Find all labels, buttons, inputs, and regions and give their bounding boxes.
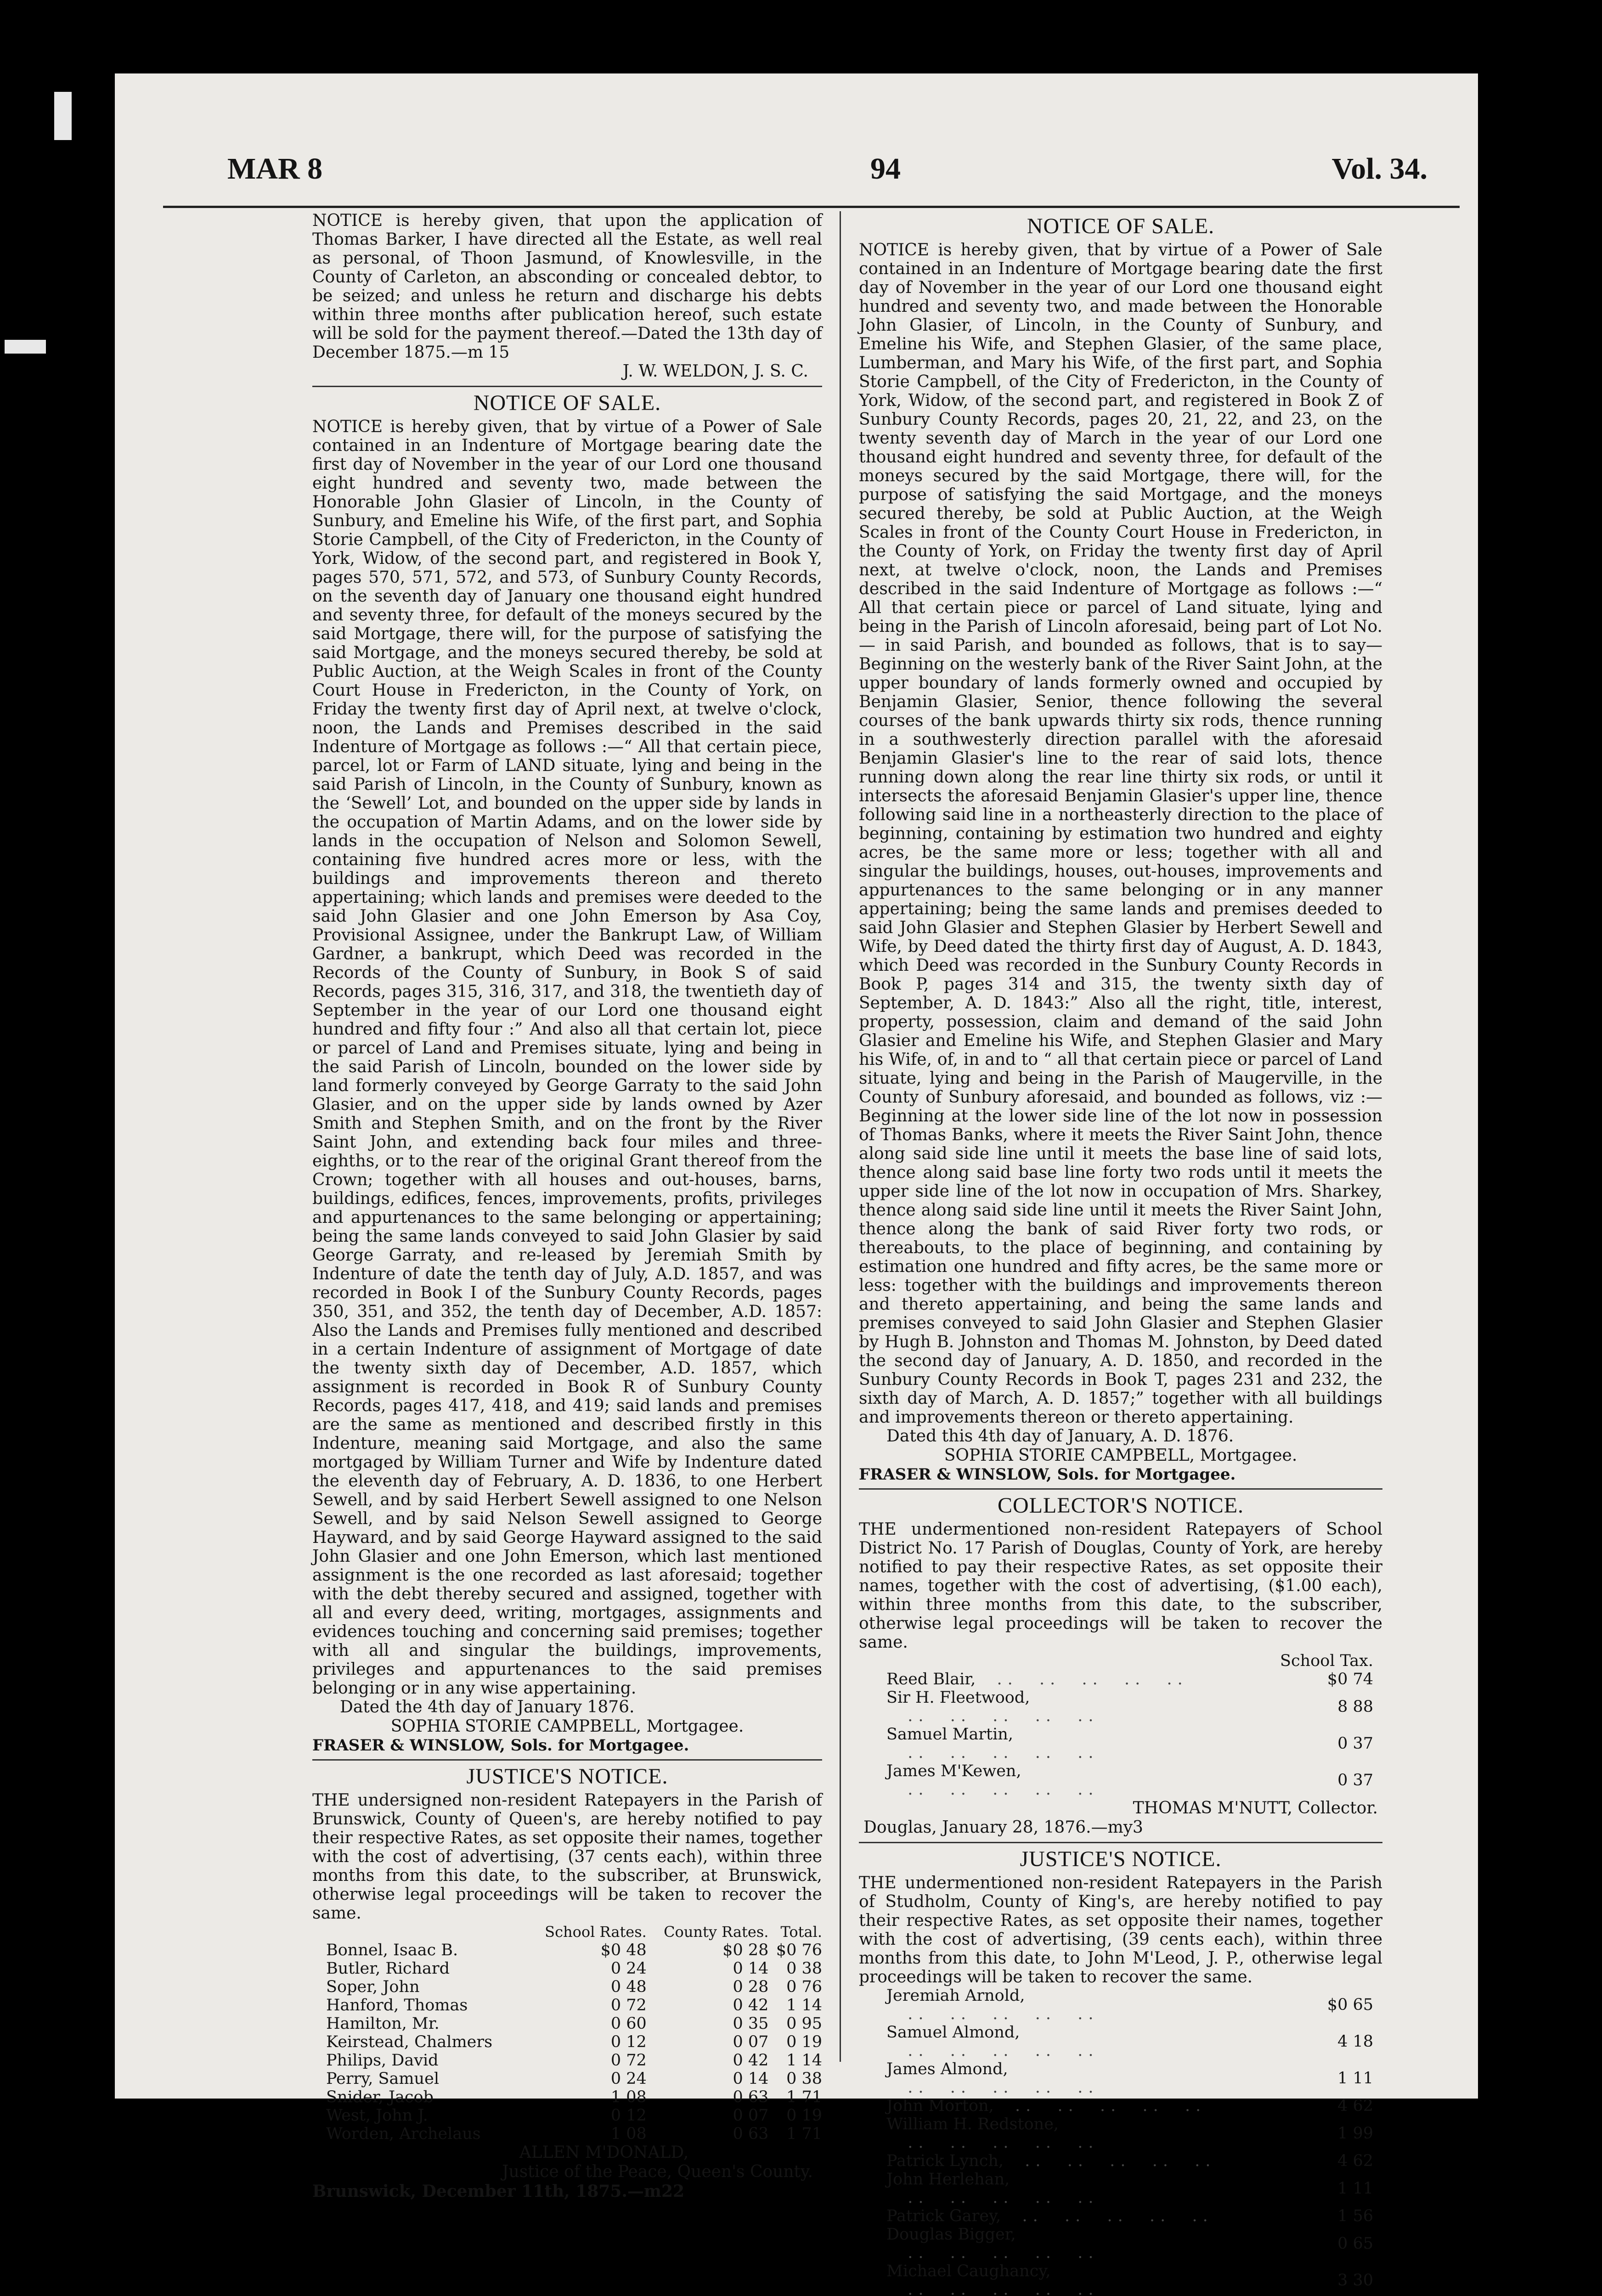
table-row xyxy=(886,2023,1373,2060)
douglas-footer: Douglas, January 28, 1876.—my3 xyxy=(863,1818,1143,1837)
school-rate: 0 24 xyxy=(610,1959,647,1978)
ratepayer-name: Sir H. Fleetwood, xyxy=(886,1688,1030,1707)
school-rate: 0 72 xyxy=(610,2051,647,2070)
leader-dots: .. .. .. .. .. xyxy=(886,1744,1099,1762)
school-rate: 1 08 xyxy=(610,2088,647,2106)
ratepayer-name: James Almond, xyxy=(886,2060,1008,2078)
total-rate: 0 19 xyxy=(786,2033,822,2051)
leader-dots: .. .. .. .. .. xyxy=(886,2133,1099,2152)
table-row xyxy=(326,1978,822,1996)
total-rate: 1 14 xyxy=(786,2051,822,2070)
table-row xyxy=(886,2170,1373,2207)
amount: 4 18 xyxy=(1337,2032,1373,2051)
ratepayer-name: James M'Kewen, xyxy=(886,1762,1021,1780)
mortgagee-signature: SOPHIA STORIE CAMPBELL, Mortgagee. xyxy=(390,1717,744,1736)
leader-dots: .. .. .. .. .. xyxy=(1001,2207,1213,2225)
total-rate: 0 95 xyxy=(786,2015,822,2033)
header-rule xyxy=(163,206,1460,208)
table-row xyxy=(886,2097,1373,2115)
column-header: Total. xyxy=(780,1923,822,1941)
table-row xyxy=(326,2125,822,2143)
brunswick-footer: Brunswick, December 11th, 1875.—m22 xyxy=(312,2182,685,2201)
ratepayer-name: Soper, John xyxy=(326,1978,420,1996)
school-rate: 0 24 xyxy=(610,2070,647,2088)
divider xyxy=(859,1842,1382,1843)
table-row xyxy=(886,1688,1373,1725)
county-rate: 0 28 xyxy=(733,1978,769,1996)
table-row xyxy=(886,1986,1373,2023)
solicitors-line: FRASER & WINSLOW, Sols. for Mortgagee. xyxy=(312,1736,689,1755)
left-column xyxy=(312,211,822,2201)
ratepayer-name: William H. Redstone, xyxy=(886,2115,1059,2133)
total-rate: 0 19 xyxy=(786,2106,822,2125)
ratepayer-name: Keirstead, Chalmers xyxy=(326,2033,493,2051)
name-cell xyxy=(886,1670,1217,1688)
county-rate: 0 14 xyxy=(733,1959,769,1978)
volume-number: Vol. 34. xyxy=(1331,152,1427,186)
divider xyxy=(312,1759,822,1761)
solicitors-line: FRASER & WINSLOW, Sols. for Mortgagee. xyxy=(859,1465,1236,1484)
amount: 4 62 xyxy=(1337,2097,1373,2115)
total-rate: 1 71 xyxy=(786,2088,822,2106)
county-rate: 0 42 xyxy=(733,2051,769,2070)
county-rate: 0 14 xyxy=(733,2070,769,2088)
leader-dots: .. .. .. .. .. xyxy=(976,1670,1188,1688)
leader-dots: .. .. .. .. .. xyxy=(886,1707,1099,1725)
name-cell xyxy=(886,1986,1217,2023)
name-cell xyxy=(886,2023,1217,2060)
ratepayer-name: John Morton, xyxy=(886,2097,994,2115)
table-row xyxy=(886,2152,1373,2170)
name-cell xyxy=(886,1688,1217,1725)
table-row xyxy=(326,2015,822,2033)
name-cell xyxy=(886,2097,1217,2115)
leader-dots: .. .. .. .. .. xyxy=(886,2005,1099,2023)
divider xyxy=(312,386,822,387)
leader-dots: .. .. .. .. .. xyxy=(993,2097,1207,2115)
school-rate: 0 60 xyxy=(610,2015,647,2033)
total-rate: 0 76 xyxy=(786,1978,822,1996)
county-rate: 0 07 xyxy=(733,2106,769,2125)
notice-of-sale-body: NOTICE is hereby given, that by virtue of a Power of Sale contained in an Indenture of Mortgage bearing date the first day of November in the year of our Lord one thousand eight hundred and seventy two, and made between the Honorable John Glasier, of Lincoln, in the County of Sunbury, and Emeline his Wife, and Stephen Glasier, of the same place, Lumberman, and Mary his Wife, of the first part, and Sophia Storie Campbell, of the City of Fredericton, in the County of York, Widow, of the second part, and registered in Book Z of Sunbury County Records, pages 20, 21, 22, and 23, on the twenty seventh day of March in the year of our Lord one thousand eight hundred and seventy three, for default of the moneys secured by the said Mortgage, there will, for the purpose of satisfying the said Mortgage, and the moneys secured thereby, be sold at Public Auction, at the Weigh Scales in front of the County Court House in Fredericton, in the County of York, on Friday the twenty first day of April next, at twelve o'clock, noon, the Lands and Premises described in the said Indenture of Mortgage as follows :—“ All that certain piece or parcel of Land situate, lying and being in the Parish of Lincoln aforesaid, being part of Lot No. — in said Parish, and bounded as follows, that is to say—Beginning on the westerly bank of the River Saint John, at the upper boundary of lands formerly owned and occupied by Benjamin Glasier, Senior, thence following the several courses of the bank upwards thirty six rods, thence running in a southwesterly direction parallel with the aforesaid Benjamin Glasier's line to the rear of said lots, thence running down along the rear line thirty six rods, or until it intersects the aforesaid Benjamin Glasier's upper line, thence following said line in a northeasterly direction to the place of beginning, containing by estimation two hundred and eighty acres, be the same more or less; together with all and singular the buildings, houses, out-houses, improvements and appurtenances to the same belonging or in any manner appertaining; being the same lands and premises deeded to said John Glasier and Stephen Glasier by Herbert Sewell and Wife, by Deed dated the thirty first day of August, A. D. 1843, which Deed was recorded in the Sunbury County Records in Book P, pages 314 and 315, the twenty sixth day of September, A. D. 1843:” Also all the right, title, interest, property, possession, claim and demand of the said John Glasier and Emeline his Wife, and Stephen Glasier and Mary his Wife, of, in and to “ all that certain piece or parcel of Land situate, lying and being in the Parish of Maugerville, in the County of Sunbury aforesaid, and bounded as follows, viz :—Beginning at the lower side line of the lot now in possession of Thomas Banks, where it meets the River Saint John, thence along said side line until it meets the base line of said lots, thence along said base line forty two rods until it meets the upper side line of the lot now in occupation of Mrs. Sharkey, thence along said side line until it meets the River Saint John, thence along the bank of said River forty two rods, or thereabouts, to the place of beginning, and containing by estimation one hundred and fifty acres, be the same more or less: together with the buildings and improvements thereon and thereto appertaining, and being the same lands and premises conveyed to said John Glasier and Stephen Glasier by Hugh B. Johnston and Thomas M. Johnston, by Deed dated the second day of January, A. D. 1850, and recorded in the Sunbury County Records in Book T, pages 231 and 232, the sixth day of March, A. D. 1857;” together with all buildings and improvements thereon or thereto appertaining. xyxy=(859,241,1382,1427)
table-row xyxy=(326,2106,822,2125)
studholm-rates-table xyxy=(886,1986,1373,2296)
table-row xyxy=(326,1959,822,1978)
column-header: School Rates. xyxy=(545,1923,647,1941)
total-rate: 0 38 xyxy=(786,2070,822,2088)
ratepayer-name: Philips, David xyxy=(326,2051,439,2070)
ratepayer-name: Perry, Samuel xyxy=(326,2070,440,2088)
name-cell xyxy=(886,2152,1217,2170)
right-column xyxy=(859,211,1382,2296)
edge-tab-mark-middle xyxy=(5,340,46,354)
name-cell xyxy=(886,1725,1217,1762)
school-rate: 0 12 xyxy=(610,2106,647,2125)
ratepayer-name: Hanford, Thomas xyxy=(326,1996,468,2015)
column-divider xyxy=(840,211,841,2062)
column-header: County Rates. xyxy=(664,1923,769,1941)
school-rate: 0 48 xyxy=(610,1978,647,1996)
amount: 1 11 xyxy=(1337,2179,1373,2198)
name-cell xyxy=(886,2207,1217,2225)
table-row xyxy=(886,2225,1373,2262)
douglas-tax-table xyxy=(886,1652,1373,1799)
table-row xyxy=(886,1670,1373,1688)
page-number: 94 xyxy=(870,152,901,186)
notice-of-sale-title: NOTICE OF SALE. xyxy=(1027,214,1215,238)
name-cell xyxy=(886,2170,1217,2207)
justice-name: ALLEN M'DONALD, xyxy=(519,2143,689,2162)
edge-tab-mark-top xyxy=(54,92,72,140)
leader-dots: .. .. .. .. .. xyxy=(886,2078,1099,2097)
ratepayer-name: West, John J. xyxy=(326,2106,428,2125)
amount: $0 65 xyxy=(1327,1996,1373,2014)
ratepayer-name: Reed Blair, xyxy=(886,1670,976,1688)
name-cell xyxy=(886,2262,1217,2296)
school-rate: 0 12 xyxy=(610,2033,647,2051)
table-row xyxy=(326,2051,822,2070)
ratepayer-name: Bonnel, Isaac B. xyxy=(326,1941,458,1959)
leader-dots: .. .. .. .. .. xyxy=(886,2280,1099,2296)
ratepayer-name: Jeremiah Arnold, xyxy=(886,1986,1025,2005)
total-rate: 1 71 xyxy=(786,2125,822,2143)
divider xyxy=(859,1488,1382,1490)
justices-notice-body: THE undermentioned non-resident Ratepayers in the Parish of Studholm, County of King's, are hereby notified to pay their respective Rates, as set opposite their names, together with the cost of advertising, (39 cents each), within three months from this date, to John M'Leod, J. P., otherwise legal proceedings will be taken to recover the same. xyxy=(859,1874,1382,1986)
county-rate: 0 42 xyxy=(733,1996,769,2015)
table-row xyxy=(886,1725,1373,1762)
justices-notice-title: JUSTICE'S NOTICE. xyxy=(466,1764,668,1789)
name-cell xyxy=(886,2060,1217,2097)
ratepayer-name: Butler, Richard xyxy=(326,1959,450,1978)
collectors-notice-title: COLLECTOR'S NOTICE. xyxy=(997,1493,1244,1518)
amount: 0 37 xyxy=(1337,1771,1373,1790)
justice-title: Justice of the Peace, Queen's County. xyxy=(502,2162,813,2181)
amount: 4 62 xyxy=(1337,2152,1373,2170)
county-rate: 0 35 xyxy=(733,2015,769,2033)
ratepayer-name: Michael Caughancy, xyxy=(886,2262,1051,2280)
notice-absconding-debtor: NOTICE is hereby given, that upon the application of Thomas Barker, I have directed all the Estate, as well real as personal, of Thoon Jasmund, of Knowlesville, in the County of Carleton, an absconding or concealed debtor, to be seized; and unless he return and discharge his debts within three months after publication hereof, such estate will be sold for the payment thereof.—Dated the 13th day of December 1875.—m 15 xyxy=(312,211,822,362)
table-row xyxy=(326,2088,822,2106)
ratepayer-name: Patrick Garey, xyxy=(886,2207,1001,2225)
notice-of-sale-title: NOTICE OF SALE. xyxy=(473,391,661,415)
leader-dots: .. .. .. .. .. xyxy=(1003,2152,1216,2170)
total-rate: 0 38 xyxy=(786,1959,822,1978)
total-rate: 1 14 xyxy=(786,1996,822,2015)
column-header: School Tax. xyxy=(1280,1652,1373,1670)
county-rate: $0 28 xyxy=(722,1941,769,1959)
table-row xyxy=(886,2262,1373,2296)
amount: 0 65 xyxy=(1337,2234,1373,2253)
justices-notice-body: THE undersigned non-resident Ratepayers in the Parish of Brunswick, County of Queen's, are hereby notified to pay their respective Rates, as set opposite their names, together with the cost of advertising, (37 cents each), within three months from this date, to the subscriber, at Brunswick, otherwise legal proceedings will be taken to recover the same. xyxy=(312,1791,822,1923)
name-cell xyxy=(886,1762,1217,1799)
amount: 3 30 xyxy=(1337,2271,1373,2290)
leader-dots: .. .. .. .. .. xyxy=(886,2189,1099,2207)
leader-dots: .. .. .. .. .. xyxy=(886,2042,1099,2060)
ratepayer-name: Snider, Jacob xyxy=(326,2088,434,2106)
amount: 0 37 xyxy=(1337,1734,1373,1753)
collectors-notice-body: THE undermentioned non-resident Ratepayers of School District No. 17 Parish of Douglas, County of York, are hereby notified to pay their respective Rates, as set opposite their names, together with the cost of advertising, ($1.00 each), within three months from this date, to the subscriber, otherwise legal proceedings will be taken to recover the same. xyxy=(859,1520,1382,1652)
table-row xyxy=(326,2070,822,2088)
amount: 1 56 xyxy=(1337,2207,1373,2225)
ratepayer-name: Hamilton, Mr. xyxy=(326,2015,440,2033)
ratepayer-name: Worden, Archelaus xyxy=(326,2125,481,2143)
dated-line: Dated the 4th day of January 1876. xyxy=(340,1698,635,1716)
issue-date: MAR 8 xyxy=(227,152,323,186)
table-row xyxy=(326,2033,822,2051)
amount: 1 11 xyxy=(1337,2069,1373,2088)
county-rate: 0 63 xyxy=(733,2125,769,2143)
amount: 8 88 xyxy=(1337,1698,1373,1716)
amount: 1 99 xyxy=(1337,2124,1373,2143)
county-rate: 0 07 xyxy=(733,2033,769,2051)
table-row xyxy=(326,1996,822,2015)
mortgagee-signature: SOPHIA STORIE CAMPBELL, Mortgagee. xyxy=(944,1446,1297,1465)
school-rate: $0 48 xyxy=(600,1941,647,1959)
ratepayer-name: Patrick Lynch, xyxy=(886,2152,1004,2170)
amount: $0 74 xyxy=(1327,1670,1373,1688)
table-row xyxy=(886,2207,1373,2225)
justices-notice-title: JUSTICE'S NOTICE. xyxy=(1020,1847,1222,1871)
county-rate: 0 63 xyxy=(733,2088,769,2106)
school-rate: 1 08 xyxy=(610,2125,647,2143)
leader-dots: .. .. .. .. .. xyxy=(886,2244,1099,2262)
brunswick-rates-table xyxy=(326,1923,822,2143)
leader-dots: .. .. .. .. .. xyxy=(886,1780,1099,1799)
ratepayer-name: Samuel Martin, xyxy=(886,1725,1013,1744)
ratepayer-name: John Herlehan, xyxy=(886,2170,1010,2189)
name-cell xyxy=(886,2225,1217,2262)
table-row xyxy=(886,1762,1373,1799)
running-head xyxy=(147,152,1446,195)
signature-weldon: J. W. WELDON, J. S. C. xyxy=(622,362,808,381)
collector-signature: THOMAS M'NUTT, Collector. xyxy=(1133,1799,1378,1818)
school-rate: 0 72 xyxy=(610,1996,647,2015)
table-row xyxy=(886,2115,1373,2152)
table-row xyxy=(886,2060,1373,2097)
ratepayer-name: Samuel Almond, xyxy=(886,2023,1020,2042)
notice-of-sale-body: NOTICE is hereby given, that by virtue of a Power of Sale contained in an Indenture of Mortgage bearing date the first day of November in the year of our Lord one thousand eight hundred and seventy two, made between the Honorable John Glasier of Lincoln, in the County of Sunbury, and Emeline his Wife, of the first part, and Sophia Storie Campbell, of the City of Fredericton, in the County of York, Widow, of the second part, and registered in Book Y, pages 570, 571, 572, and 573, of Sunbury County Records, on the seventh day of January one thousand eight hundred and seventy three, for default of the moneys secured by the said Mortgage, there will, for the purpose of satisfying the said Mortgage, and the moneys secured thereby, be sold at Public Auction, at the Weigh Scales in front of the County Court House in Fredericton, in the County of York, on Friday the twenty first day of April next, at twelve o'clock, noon, the Lands and Premises described in the said Indenture of Mortgage as follows :—“ All that certain piece, parcel, lot or Farm of LAND situate, lying and being in the said Parish of Lincoln, in the County of Sunbury, known as the ‘Sewell’ Lot, and bounded on the upper side by lands in the occupation of Martin Adams, and on the lower side by lands in the occupation of Nelson and Solomon Sewell, containing five hundred acres more or less, with the buildings and improvements thereon and thereto appertaining; which lands and premises were deeded to the said John Glasier and one John Emerson by Asa Coy, Provisional Assignee, under the Bankrupt Law, of William Gardner, a bankrupt, which Deed was recorded in the Records of the County of Sunbury, in Book S of said Records, pages 315, 316, 317, and 318, the twentieth day of September in the year of our Lord one thousand eight hundred and fifty four :” And also all that certain lot, piece or parcel of Land and Premises situate, lying and being in the said Parish of Lincoln, bounded on the lower side by land formerly conveyed by George Garraty to the said John Glasier, and on the upper side by lands owned by Azer Smith and Stephen Smith, and on the front by the River Saint John, and extending back four miles and three-eighths, or to the rear of the original Grant thereof from the Crown; together with all houses and out-houses, barns, buildings, edifices, fences, improvements, profits, privileges and appurtenances to the same belonging or appertaining; being the same lands conveyed to said John Glasier by said George Garraty, and re-leased by Jeremiah Smith by Indenture of date the tenth day of July, A.D. 1857, and was recorded in Book I of the Sunbury County Records, pages 350, 351, and 352, the tenth day of December, A.D. 1857: Also the Lands and Premises fully mentioned and described in a certain Indenture of assignment of Mortgage of date the twenty sixth day of December, A.D. 1857, which assignment is recorded in Book R of Sunbury County Records, pages 417, 418, and 419; said lands and premises are the same as mentioned and described firstly in this Indenture, meaning said Mortgage, and also the same mortgaged by William Turner and Wife by Indenture dated the eleventh day of February, A. D. 1836, to one Herbert Sewell, and by said Herbert Sewell assigned to one Nelson Sewell, and by said Nelson Sewell assigned to George Hayward, and by said George Hayward assigned to the said John Glasier and one John Emerson, which last mentioned assignment is the one recorded as last aforesaid; together with the debt thereby secured and assigned, together with all and every deed, writing, mortgages, assignments and evidences touching and concerning said premises; together with all and singular the buildings, improvements, privileges and appurtenances to the said premises belonging or in any wise appertaining. xyxy=(312,417,822,1698)
ratepayer-name: Douglas Bigger, xyxy=(886,2225,1016,2244)
table-row xyxy=(326,1941,822,1959)
total-rate: $0 76 xyxy=(776,1941,822,1959)
name-cell xyxy=(886,2115,1217,2152)
dated-line: Dated this 4th day of January, A. D. 1876. xyxy=(886,1427,1234,1446)
